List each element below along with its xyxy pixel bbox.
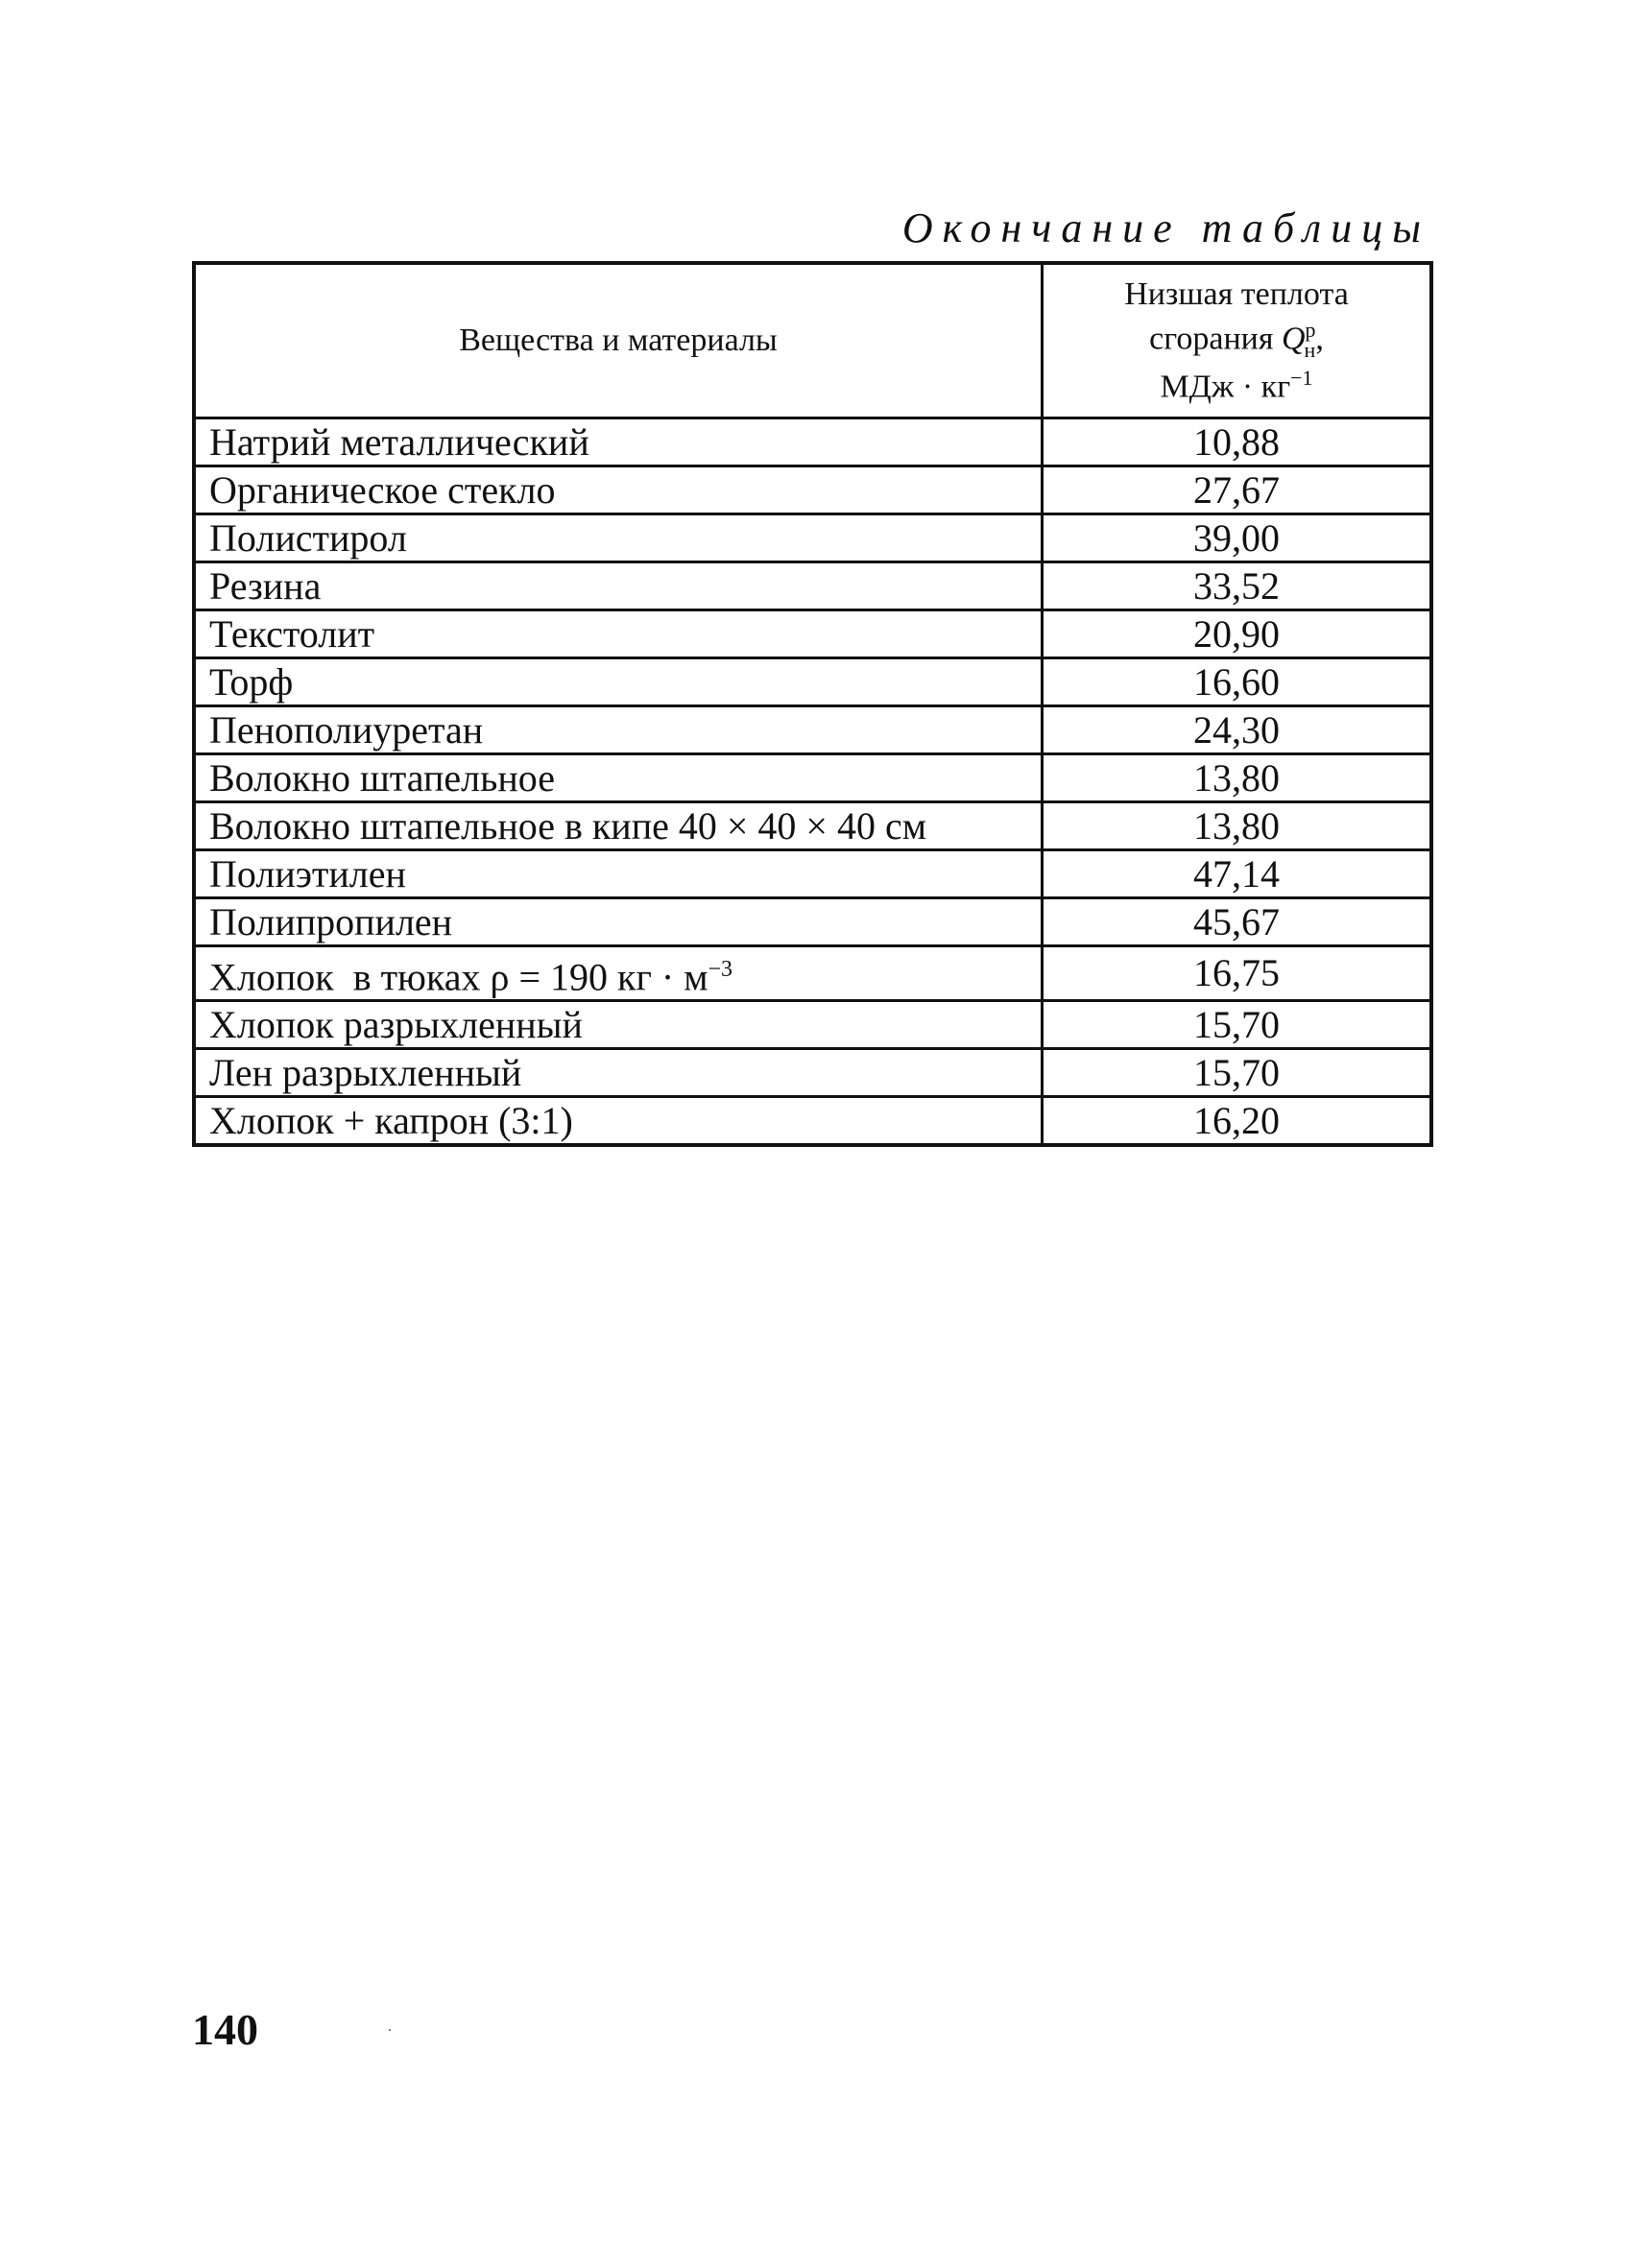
substance-name: Хлопок разрыхленный bbox=[209, 1002, 583, 1046]
substance-name: Торф bbox=[209, 659, 294, 704]
header-heat-unit-exp: −1 bbox=[1290, 366, 1313, 391]
substance-name-cell bbox=[194, 850, 1043, 898]
substance-name-cell bbox=[194, 562, 1043, 610]
substance-name-cell bbox=[194, 514, 1043, 562]
substance-name-cell bbox=[194, 802, 1043, 850]
table-row bbox=[194, 658, 1431, 706]
heat-value-cell: 20,90 bbox=[1043, 610, 1432, 658]
heat-value-cell: 27,67 bbox=[1043, 466, 1432, 514]
table-row bbox=[194, 946, 1431, 1001]
substance-name-cell bbox=[194, 1001, 1043, 1049]
table-row bbox=[194, 562, 1431, 610]
table-row bbox=[194, 706, 1431, 754]
table-row bbox=[194, 850, 1431, 898]
heat-value-cell: 13,80 bbox=[1043, 802, 1432, 850]
scan-speck bbox=[389, 2029, 391, 2031]
substance-name-cell bbox=[194, 706, 1043, 754]
table-row bbox=[194, 754, 1431, 802]
substance-name: Хлопок + капрон (3:1) bbox=[209, 1098, 573, 1142]
substance-name-exponent: −3 bbox=[708, 957, 733, 982]
substance-name: Текстолит bbox=[209, 611, 375, 656]
heat-value-cell: 39,00 bbox=[1043, 514, 1432, 562]
header-heat-symbol: Q bbox=[1281, 321, 1306, 357]
heat-value-cell: 45,67 bbox=[1043, 898, 1432, 946]
substance-name-cell bbox=[194, 1097, 1043, 1146]
heat-value-cell: 10,88 bbox=[1043, 418, 1432, 466]
table-row bbox=[194, 514, 1431, 562]
heat-value-cell: 15,70 bbox=[1043, 1049, 1432, 1097]
substance-name: Хлопок в тюках ρ = 190 кг · м bbox=[209, 955, 708, 999]
heat-value-cell: 15,70 bbox=[1043, 1001, 1432, 1049]
substance-name: Пенополиуретан bbox=[209, 707, 484, 752]
substance-name-cell bbox=[194, 610, 1043, 658]
substance-name: Волокно штапельное в кипе 40 × 40 × 40 см bbox=[209, 803, 927, 848]
substance-name-cell bbox=[194, 898, 1043, 946]
substance-name: Волокно штапельное bbox=[209, 755, 555, 800]
table-row bbox=[194, 1001, 1431, 1049]
header-heat-line2: сгорания bbox=[1149, 321, 1274, 357]
substance-name: Полипропилен bbox=[209, 899, 453, 943]
table-caption: Окончание таблицы bbox=[901, 204, 1430, 251]
table-body bbox=[194, 418, 1431, 1146]
table-row bbox=[194, 1049, 1431, 1097]
substance-name: Лен разрыхленный bbox=[209, 1050, 522, 1094]
header-heat-symbol-sup: р bbox=[1305, 318, 1316, 343]
heat-value-cell: 16,20 bbox=[1043, 1097, 1432, 1146]
substance-name: Резина bbox=[209, 563, 322, 608]
substance-name-cell bbox=[194, 658, 1043, 706]
header-heat-line1: Низшая теплота bbox=[1124, 275, 1349, 312]
heat-value-cell: 24,30 bbox=[1043, 706, 1432, 754]
substance-name: Органическое стекло bbox=[209, 467, 556, 512]
table-row bbox=[194, 418, 1431, 466]
header-heat-value bbox=[1043, 263, 1432, 418]
heat-value-cell: 33,52 bbox=[1043, 562, 1432, 610]
substance-name: Натрий металлический bbox=[209, 419, 589, 464]
table-header-row bbox=[194, 263, 1431, 418]
substance-name-cell bbox=[194, 466, 1043, 514]
heat-value-cell: 13,80 bbox=[1043, 754, 1432, 802]
substance-name: Полиэтилен bbox=[209, 851, 406, 895]
substance-name-cell bbox=[194, 946, 1043, 1001]
heat-of-combustion-table bbox=[192, 261, 1433, 1147]
table-row bbox=[194, 898, 1431, 946]
substance-name-cell bbox=[194, 754, 1043, 802]
page-number: 140 bbox=[192, 2005, 258, 2054]
substance-name: Полистирол bbox=[209, 515, 407, 560]
heat-value-cell: 16,60 bbox=[1043, 658, 1432, 706]
heat-value-cell: 16,75 bbox=[1043, 946, 1432, 1001]
header-heat-unit: МДж · кг bbox=[1160, 369, 1291, 405]
substance-name-cell bbox=[194, 1049, 1043, 1097]
header-substances: Вещества и материалы bbox=[194, 263, 1043, 418]
table-row bbox=[194, 610, 1431, 658]
table-row bbox=[194, 802, 1431, 850]
table-row bbox=[194, 1097, 1431, 1146]
table-row bbox=[194, 466, 1431, 514]
header-heat-comma: , bbox=[1315, 321, 1324, 357]
substance-name-cell bbox=[194, 418, 1043, 466]
header-heat-symbol-sub: н bbox=[1304, 337, 1316, 362]
heat-value-cell: 47,14 bbox=[1043, 850, 1432, 898]
